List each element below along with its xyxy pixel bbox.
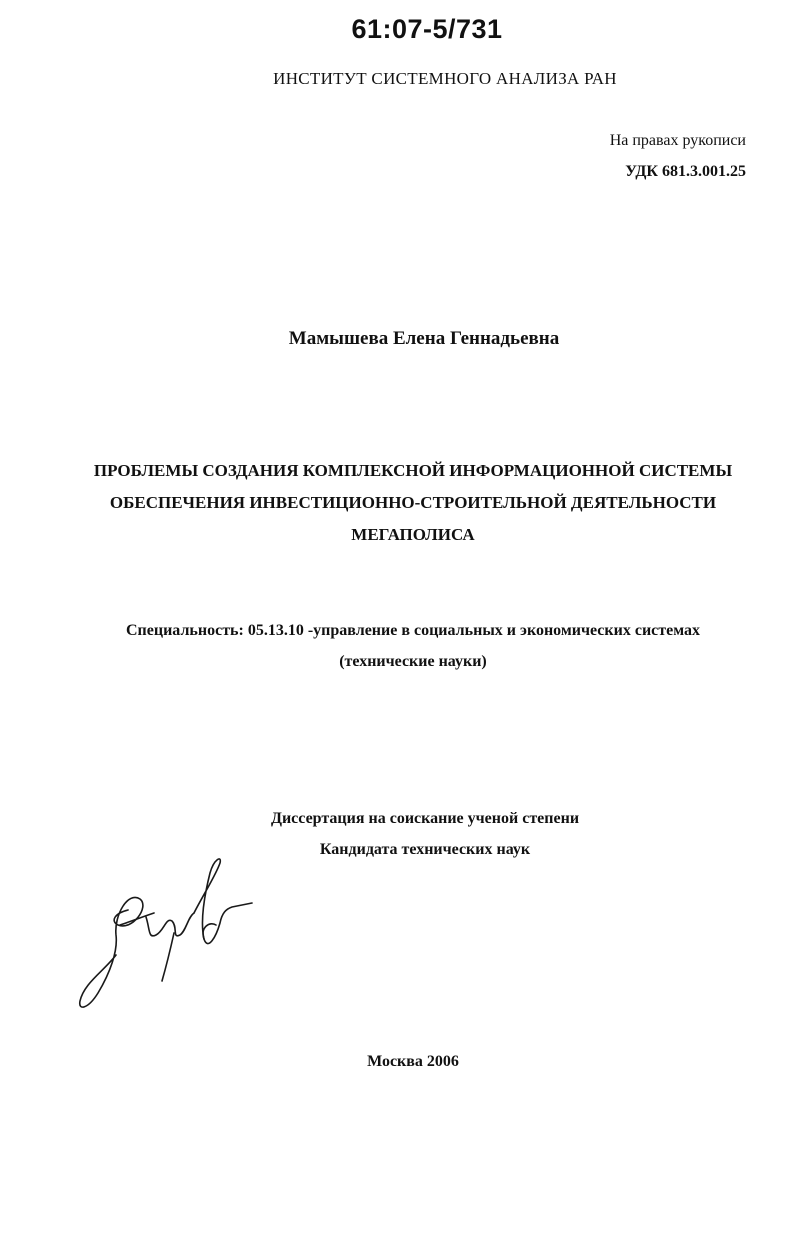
title-line-3: МЕГАПОЛИСА bbox=[351, 525, 475, 544]
degree-line-2: Кандидата технических наук bbox=[319, 841, 531, 858]
catalog-number: 61:07-5/731 bbox=[351, 14, 503, 44]
handwritten-signature bbox=[70, 855, 260, 1015]
title-line-1: ПРОБЛЕМЫ СОЗДАНИЯ КОМПЛЕКСНОЙ ИНФОРМАЦИОННОЙ СИСТЕМЫ bbox=[93, 461, 733, 480]
manuscript-rights-note: На правах рукописи bbox=[609, 132, 746, 149]
dissertation-title bbox=[16, 455, 794, 551]
author-name: Мамышева Елена Геннадьевна bbox=[288, 328, 560, 349]
title-line-2: ОБЕСПЕЧЕНИЯ ИНВЕСТИЦИОННО-СТРОИТЕЛЬНОЙ ДЕЯТЕЛЬНОСТИ bbox=[109, 493, 717, 512]
degree-line-1: Диссертация на соискание ученой степени bbox=[270, 810, 580, 827]
institute-name: ИНСТИТУТ СИСТЕМНОГО АНАЛИЗА РАН bbox=[273, 69, 617, 88]
specialty-line: Специальность: 05.13.10 -управление в социальных и экономических системах bbox=[125, 622, 701, 639]
place-and-year: Москва 2006 bbox=[367, 1053, 459, 1070]
specialty-block bbox=[16, 615, 794, 677]
udk-code: УДК 681.3.001.25 bbox=[625, 163, 746, 180]
specialty-field-line: (технические науки) bbox=[339, 653, 487, 670]
